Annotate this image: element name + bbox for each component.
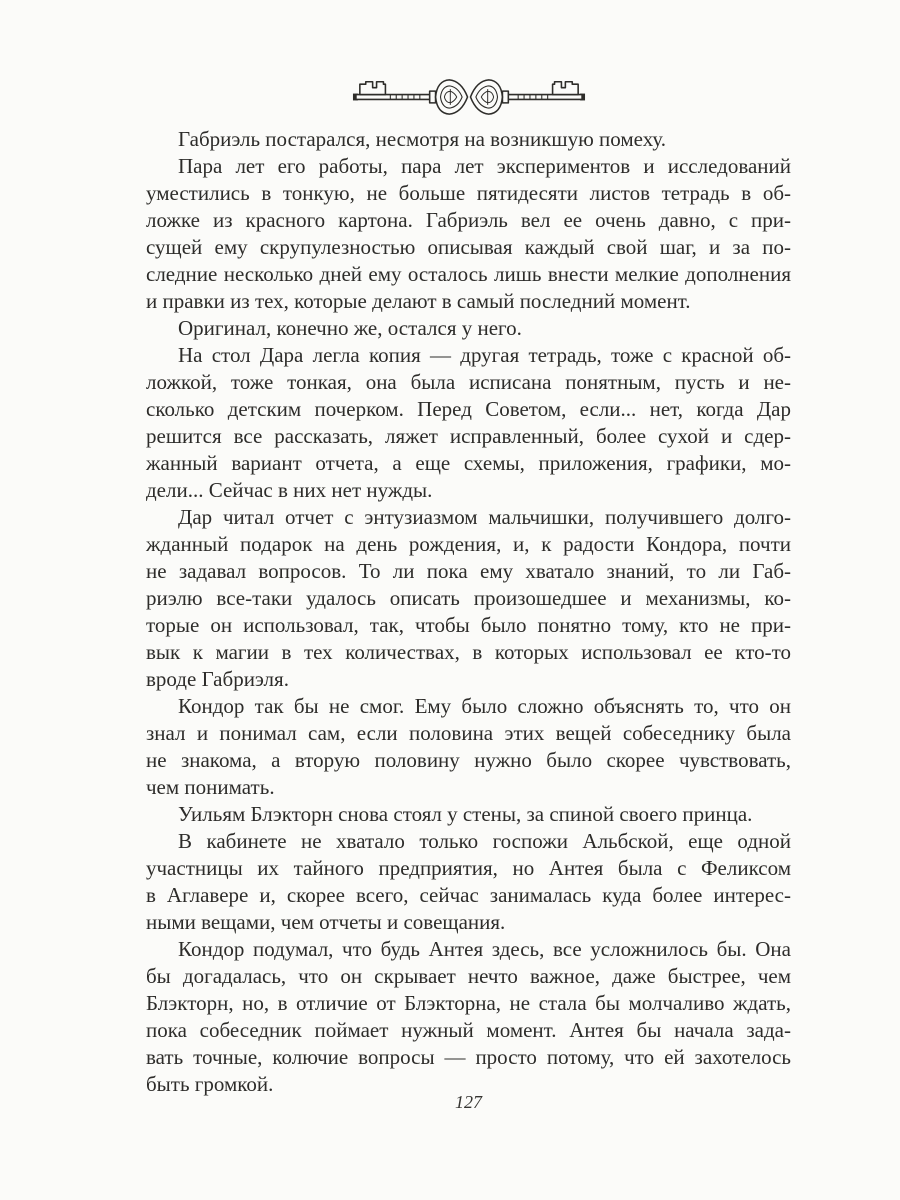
paragraph (146, 936, 791, 1098)
text-line: ными вещами, чем отчеты и совещания. (146, 910, 506, 934)
text-line: вроде Габриэля. (146, 667, 289, 691)
text-line: ложке из красного картона. Габриэль вел ее очень давно, с при- (146, 208, 791, 232)
paragraph (146, 315, 791, 342)
text-line: Габриэль постарался, несмотря на возникшую помеху. (178, 127, 667, 151)
text-line: пока собеседник поймает нужный момент. Антея бы начала зада- (146, 1018, 791, 1042)
paragraph (146, 126, 791, 153)
text-line: Пара лет его работы, пара лет экспериментов и исследований (178, 154, 791, 178)
chapter-ornament (146, 76, 791, 118)
text-line: Оригинал, конечно же, остался у него. (178, 316, 522, 340)
text-line: чем понимать. (146, 775, 275, 799)
page-number: 127 (455, 1092, 482, 1112)
text-line: не задавал вопросов. То ли пока ему хватало знаний, то ли Габ- (146, 559, 791, 583)
text-line: следние несколько дней ему осталось лишь внести мелкие дополнения (146, 262, 791, 286)
text-line: торые он использовал, так, чтобы было понятно тому, кто не при- (146, 613, 791, 637)
text-line: бы догадалась, что он скрывает нечто важное, даже быстрее, чем (146, 964, 791, 988)
paragraph (146, 693, 791, 801)
text-line: жанный вариант отчета, а еще схемы, приложения, графики, мо- (146, 451, 791, 475)
facing-keys-icon (351, 77, 587, 117)
text-line: Кондор так бы не смог. Ему было сложно объяснять то, что он (178, 694, 791, 718)
text-line: участницы их тайного предприятия, но Антея была с Феликсом (146, 856, 791, 880)
text-line: Дар читал отчет с энтузиазмом мальчишки, получившего долго- (178, 505, 791, 529)
text-line: сколько детским почерком. Перед Советом, если... нет, когда Дар (146, 397, 791, 421)
text-line: Кондор подумал, что будь Антея здесь, все усложнилось бы. Она (178, 937, 791, 961)
text-block (146, 126, 791, 1098)
text-line: На стол Дара легла копия — другая тетрадь, тоже с красной об- (178, 343, 791, 367)
paragraph (146, 828, 791, 936)
text-line: Уильям Блэкторн снова стоял у стены, за спиной своего принца. (178, 802, 753, 826)
paragraph (146, 342, 791, 504)
text-line: сущей ему скрупулезностью описывая каждый свой шаг, и за по- (146, 235, 791, 259)
text-line: вать точные, колючие вопросы — просто потому, что ей захотелось (146, 1045, 791, 1069)
text-line: знал и понимал сам, если половина этих вещей собеседнику была (146, 721, 791, 745)
text-line: дели... Сейчас в них нет нужды. (146, 478, 433, 502)
text-line: риэлю все-таки удалось описать произошедшее и механизмы, ко- (146, 586, 791, 610)
text-line: решится все рассказать, ляжет исправленный, более сухой и сдер- (146, 424, 791, 448)
paragraph (146, 153, 791, 315)
paragraph (146, 504, 791, 693)
text-line: и правки из тех, которые делают в самый последний момент. (146, 289, 691, 313)
text-line: в Аглавере и, скорее всего, сейчас занималась куда более интерес- (146, 883, 791, 907)
text-line: не знакома, а вторую половину нужно было скорее чувствовать, (146, 748, 791, 772)
text-line: быть громкой. (146, 1072, 274, 1096)
text-line: ложкой, тоже тонкая, она была исписана понятным, пусть и не- (146, 370, 791, 394)
paragraph (146, 801, 791, 828)
text-line: В кабинете не хватало только госпожи Альбской, еще одной (178, 829, 791, 853)
text-line: вык к магии в тех количествах, в которых использовал ее кто-то (146, 640, 791, 664)
text-line: уместились в тонкую, не больше пятидесяти листов тетрадь в об- (146, 181, 791, 205)
text-line: Блэкторн, но, в отличие от Блэкторна, не стала бы молчаливо ждать, (146, 991, 791, 1015)
text-line: жданный подарок на день рождения, и, к радости Кондора, почти (146, 532, 791, 556)
